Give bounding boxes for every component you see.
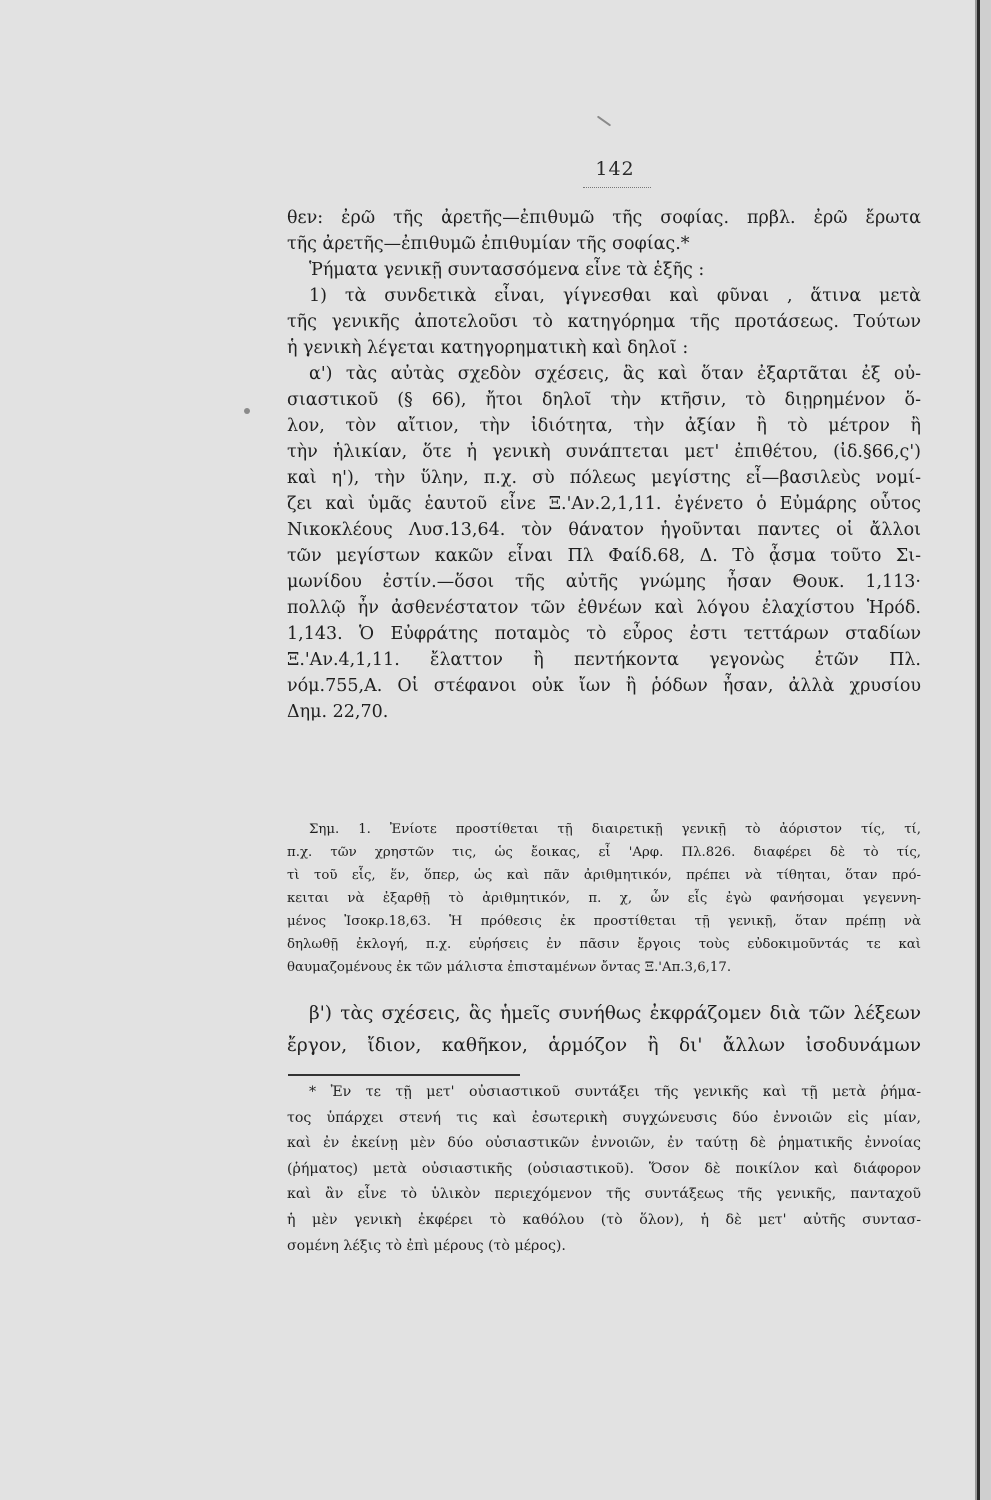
- note-line: δηλωθῇ ἐκλογή, π.χ. εὑρήσεις ἐν πᾶσιν ἔργοις τοὺς εὐδοκιμοῦντάς τε καὶ: [287, 937, 921, 952]
- note-line: μένος Ἰσοκρ.18,63. Ἡ πρόθεσις ἐκ προστίθεται τῇ γενικῇ, ὅταν πρέπῃ νὰ: [287, 914, 921, 929]
- footnote-line: καὶ ἐν ἐκείνῃ μὲν δύο οὐσιαστικῶν ἐννοιῶν, ἐν ταύτῃ δὲ ῥηματικῆς ἐννοίας: [287, 1135, 921, 1152]
- text-line: τὴν ἡλικίαν, ὅτε ἡ γενικὴ συνάπτεται μετ' ἐπιθέτου, (ἰδ.§66,ς'): [287, 442, 921, 462]
- footnote: [287, 1080, 921, 1259]
- text-line: τῆς ἀρετῆς—ἐπιθυμῶ ἐπιθυμίαν τῆς σοφίας.*: [287, 234, 690, 254]
- page-number-rule: [583, 187, 651, 188]
- ink-dash: [597, 116, 611, 127]
- continuation-text: [287, 998, 921, 1062]
- text-line: νόμ.755,Α. Οἱ στέφανοι οὐκ ἴων ἢ ῥόδων ἦσαν, ἀλλὰ χρυσίου: [287, 676, 921, 696]
- note-line: π.χ. τῶν χρηστῶν τις, ὡς ἔοικας, εἶ 'Αρφ. Πλ.826. διαφέρει δὲ τὸ τίς,: [287, 845, 921, 860]
- text-line: τῶν μεγίστων κακῶν εἶναι Πλ Φαίδ.68, Δ. Τὸ ᾆσμα τοῦτο Σι-: [287, 546, 921, 566]
- adjacent-page-edge: [977, 0, 991, 1500]
- text-line: ἔργον, ἴδιον, καθῆκον, ἁρμόζον ἢ δι' ἄλλων ἰσοδυνάμων: [287, 1035, 921, 1056]
- footnote-line: καὶ ἂν εἶνε τὸ ὑλικὸν περιεχόμενον τῆς συντάξεως τῆς γενικῆς, πανταχοῦ: [287, 1186, 921, 1203]
- text-line: σιαστικοῦ (§ 66), ἤτοι δηλοῖ τὴν κτῆσιν, τὸ διῃρημένον ὅ-: [287, 390, 921, 410]
- note-block: [287, 818, 921, 979]
- footnote-line: τος ὑπάρχει στενή τις καὶ ἐσωτερικὴ συγχώνευσις δύο ἐννοιῶν εἰς μίαν,: [287, 1109, 921, 1126]
- footnote-line: σομένη λέξις τὸ ἐπὶ μέρους (τὸ μέρος).: [287, 1237, 566, 1254]
- text-line: Νικοκλέους Λυσ.13,64. τὸν θάνατον ἡγοῦνται παντες οἱ ἄλλοι: [287, 520, 921, 540]
- ink-dot: [244, 408, 250, 414]
- note-line: Σημ. 1. Ἐνίοτε προστίθεται τῇ διαιρετικῇ γενικῇ τὸ ἀόριστον τίς, τί,: [309, 822, 921, 837]
- text-line: λον, τὸν αἴτιον, τὴν ἰδιότητα, τὴν ἀξίαν ἢ τὸ μέτρον ἢ: [287, 416, 921, 436]
- text-line: ἡ γενικὴ λέγεται κατηγορηματικὴ καὶ δηλοῖ :: [287, 338, 689, 358]
- text-line: Ξ.'Αν.4,1,11. ἔλαττον ἢ πεντήκοντα γεγονὼς ἐτῶν Πλ.: [287, 650, 921, 670]
- footnote-line: (ῥήματος) μετὰ οὐσιαστικῆς (οὐσιαστικοῦ). Ὅσον δὲ ποικίλον καὶ διάφορον: [287, 1160, 921, 1177]
- footnote-line: ἡ μὲν γενικὴ ἐκφέρει τὸ καθόλου (τὸ ὅλον), ἡ δὲ μετ' αὐτῆς συντασ-: [287, 1211, 921, 1228]
- note-line: κειται νὰ ἐξαρθῇ τὸ ἀριθμητικόν, π. χ, ὧν εἷς ἐγὼ φανήσομαι γεγεννη-: [287, 891, 921, 906]
- text-line: τῆς γενικῆς ἀποτελοῦσι τὸ κατηγόρημα τῆς προτάσεως. Τούτων: [287, 312, 921, 332]
- section-heading: Ῥήματα γενικῇ συντασσόμενα εἶνε τὰ ἑξῆς :: [309, 260, 705, 280]
- text-line: μωνίδου ἐστίν.—ὅσοι τῆς αὐτῆς γνώμης ἦσαν Θουκ. 1,113·: [287, 572, 921, 592]
- text-line: 1,143. Ὁ Εὐφράτης ποταμὸς τὸ εὖρος ἐστι τεττάρων σταδίων: [287, 624, 921, 644]
- text-line: β') τὰς σχέσεις, ἃς ἡμεῖς συνήθως ἐκφράζομεν διὰ τῶν λέξεων: [309, 1003, 921, 1024]
- text-line: πολλῷ ἦν ἀσθενέστατον τῶν ἐθνέων καὶ λόγου ἐλαχίστου Ἡρόδ.: [287, 598, 921, 618]
- main-text: [287, 205, 921, 725]
- note-line: θαυμαζομένους ἐκ τῶν μάλιστα ἐπισταμένων ὄντας Ξ.'Απ.3,6,17.: [287, 960, 732, 975]
- page-number: 142: [595, 158, 635, 180]
- text-line: καὶ η'), τὴν ὕλην, π.χ. σὺ πόλεως μεγίστης εἶ—βασιλεὺς νομί-: [287, 468, 921, 488]
- text-line: 1) τὰ συνδετικὰ εἶναι, γίγνεσθαι καὶ φῦναι , ἅτινα μετὰ: [309, 286, 921, 306]
- text-line: ζει καὶ ὑμᾶς ἑαυτοῦ εἶνε Ξ.'Αν.2,1,11. ἐγένετο ὁ Εὐμάρης οὗτος: [287, 494, 921, 514]
- footnote-line: * Ἐν τε τῇ μετ' οὐσιαστικοῦ συντάξει τῆς γενικῆς καὶ τῇ μετὰ ῥήμα-: [309, 1084, 921, 1100]
- text-line: θεν: ἐρῶ τῆς ἀρετῆς—ἐπιθυμῶ τῆς σοφίας. πρβλ. ἐρῶ ἔρωτα: [287, 208, 921, 228]
- text-line: α') τὰς αὐτὰς σχεδὸν σχέσεις, ἃς καὶ ὅταν ἐξαρτᾶται ἐξ οὐ-: [309, 364, 921, 384]
- note-line: τὶ τοῦ εἷς, ἕν, ὅπερ, ὡς καὶ πᾶν ἀριθμητικόν, πρέπει νὰ τίθηται, ὅταν πρό-: [287, 868, 921, 883]
- footnote-rule: [288, 1074, 520, 1076]
- text-line: Δημ. 22,70.: [287, 702, 389, 722]
